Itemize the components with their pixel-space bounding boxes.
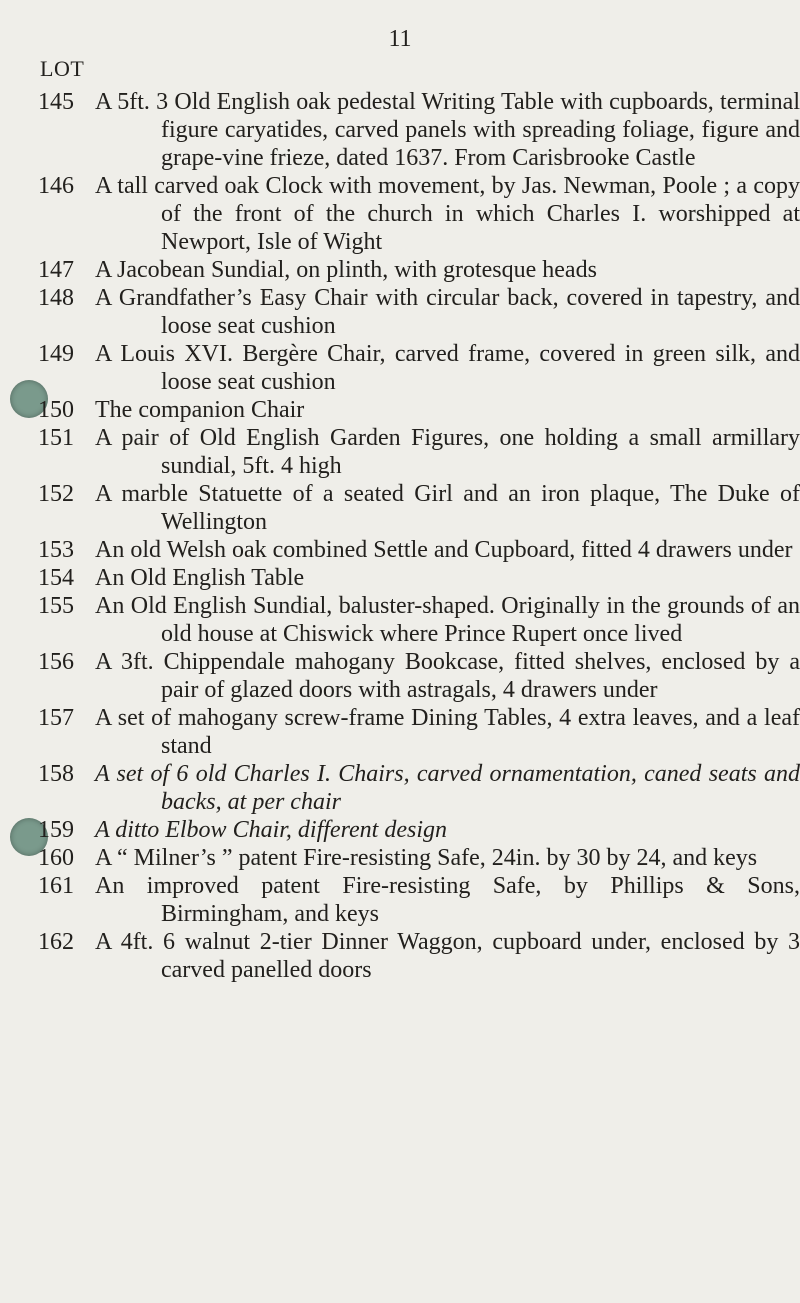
lot-number: 154 xyxy=(38,565,74,591)
lot-number: 153 xyxy=(38,537,74,563)
lot-number: 158 xyxy=(38,761,74,787)
lot-entry xyxy=(0,564,800,592)
lot-entry xyxy=(0,844,800,872)
lot-entry xyxy=(0,928,800,984)
lot-entry xyxy=(0,284,800,340)
lot-entry xyxy=(0,536,800,564)
lot-list xyxy=(0,88,800,984)
lot-description: A Grandfather’s Easy Chair with circular back, covered in tapestry, and loose seat cushion xyxy=(95,285,800,339)
lot-number: 146 xyxy=(38,173,74,199)
lot-description: A 4ft. 6 walnut 2-tier Dinner Waggon, cupboard under, enclosed by 3 carved panelled doors xyxy=(95,929,800,983)
lot-entry xyxy=(0,340,800,396)
lot-entry xyxy=(0,648,800,704)
lot-number: 161 xyxy=(38,873,74,899)
lot-description: A set of mahogany screw-frame Dining Tables, 4 extra leaves, and a leaf stand xyxy=(95,705,800,759)
lot-description: An improved patent Fire-resisting Safe, by Phillips & Sons, Birmingham, and keys xyxy=(95,873,800,927)
lot-number: 160 xyxy=(38,845,74,871)
lot-number: 157 xyxy=(38,705,74,731)
lot-entry xyxy=(0,480,800,536)
lot-entry xyxy=(0,172,800,256)
lot-description: A “ Milner’s ” patent Fire-resisting Safe, 24in. by 30 by 24, and keys xyxy=(95,845,758,871)
lot-entry xyxy=(0,88,800,172)
lot-column-header: LOT xyxy=(40,56,85,81)
lot-description: A Louis XVI. Bergère Chair, carved frame, covered in green silk, and loose seat cushion xyxy=(95,341,800,395)
lot-description: A Jacobean Sundial, on plinth, with grotesque heads xyxy=(95,257,597,283)
lot-entry xyxy=(0,760,800,816)
lot-number: 156 xyxy=(38,649,74,675)
lot-entry xyxy=(0,396,800,424)
lot-description: An Old English Sundial, baluster-shaped. Originally in the grounds of an old house at Chiswick where Prince Rupert once lived xyxy=(95,593,800,647)
lot-number: 149 xyxy=(38,341,74,367)
lot-description: A set of 6 old Charles I. Chairs, carved ornamentation, caned seats and backs, at per chair xyxy=(95,761,800,815)
lot-entry xyxy=(0,872,800,928)
lot-number: 148 xyxy=(38,285,74,311)
lot-entry xyxy=(0,816,800,844)
lot-number: 162 xyxy=(38,929,74,955)
lot-number: 155 xyxy=(38,593,74,619)
lot-description: An old Welsh oak combined Settle and Cupboard, fitted 4 drawers under xyxy=(95,537,793,563)
lot-description: A 3ft. Chippendale mahogany Bookcase, fitted shelves, enclosed by a pair of glazed doors with astragals, 4 drawers under xyxy=(95,649,800,703)
lot-description: The companion Chair xyxy=(95,397,305,423)
lot-description: A tall carved oak Clock with movement, by Jas. Newman, Poole ; a copy of the front of the church in which Charles I. worshipped at Newport, Isle of Wight xyxy=(95,173,800,255)
page-number: 11 xyxy=(388,26,412,52)
lot-description: A pair of Old English Garden Figures, one holding a small armillary sundial, 5ft. 4 high xyxy=(95,425,800,479)
lot-description: A marble Statuette of a seated Girl and an iron plaque, The Duke of Wellington xyxy=(95,481,800,535)
lot-number: 147 xyxy=(38,257,74,283)
lot-entry xyxy=(0,704,800,760)
lot-entry xyxy=(0,424,800,480)
lot-description: A ditto Elbow Chair, different design xyxy=(95,817,448,843)
lot-description: A 5ft. 3 Old English oak pedestal Writing Table with cupboards, terminal figure caryatides, carved panels with spreading foliage, figure and grape-vine frieze, dated 1637. From Carisbrooke Castle xyxy=(95,89,800,171)
lot-number: 159 xyxy=(38,817,74,843)
lot-number: 145 xyxy=(38,89,74,115)
lot-number: 150 xyxy=(38,397,74,423)
lot-entry xyxy=(0,592,800,648)
lot-description: An Old English Table xyxy=(95,565,305,591)
lot-entry xyxy=(0,256,800,284)
lot-number: 151 xyxy=(38,425,74,451)
lot-number: 152 xyxy=(38,481,74,507)
